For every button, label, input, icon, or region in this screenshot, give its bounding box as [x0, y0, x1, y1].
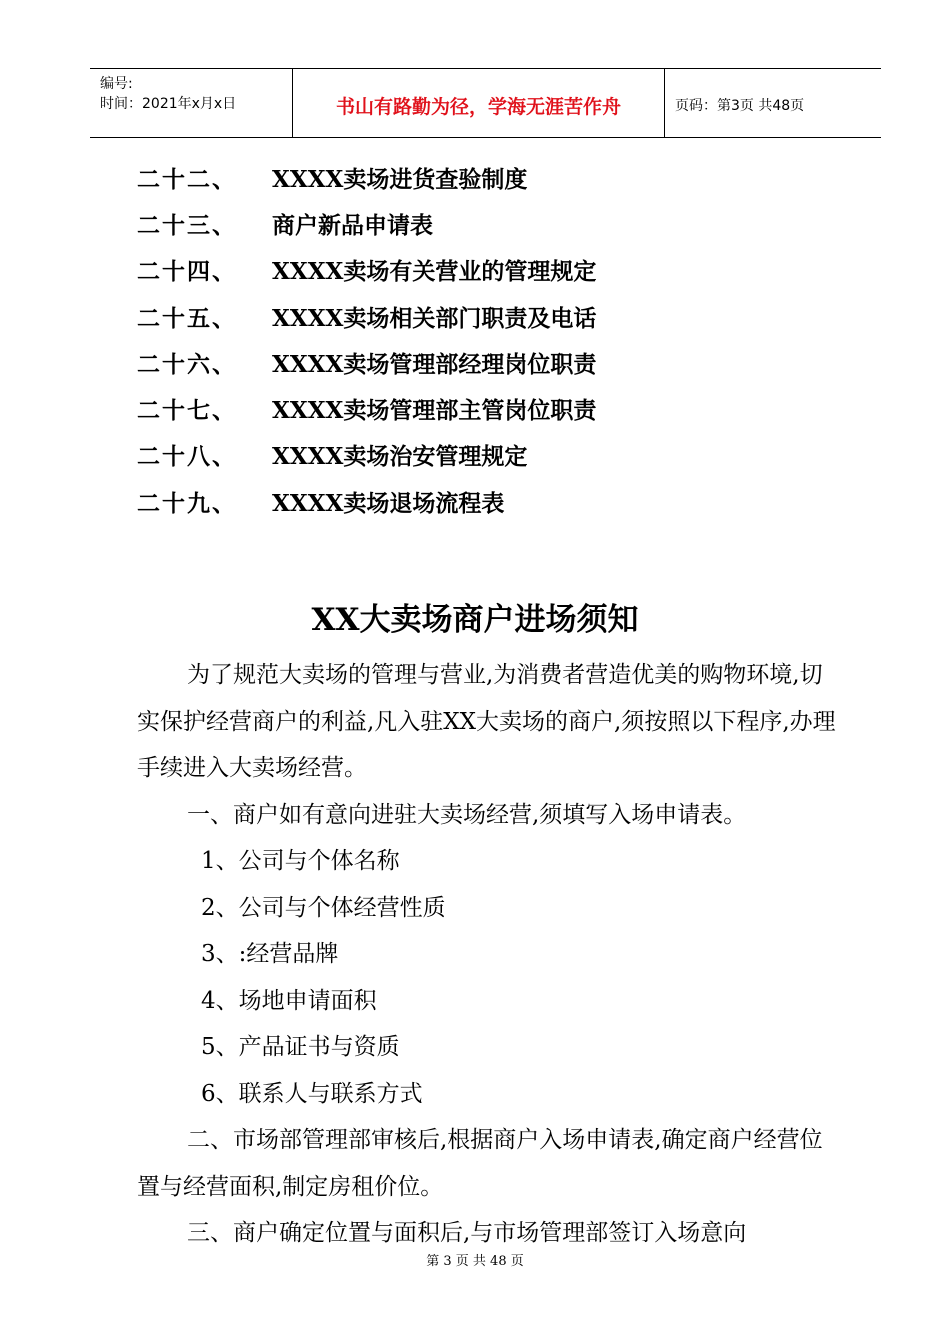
toc-item [137, 154, 596, 200]
section-three: 三、商户确定位置与面积后,与市场管理部签订入场意向 [187, 1220, 747, 1246]
toc-item-title: XXXX卖场管理部经理岗位职责 [272, 350, 597, 378]
toc-item [137, 478, 596, 524]
header-page-cell [665, 69, 881, 137]
page-footer: 第 3 页 共 48 页 [426, 1254, 524, 1269]
toc-item-number: 二十六、 [137, 351, 237, 378]
intro-paragraph: 为了规范大卖场的管理与营业,为消费者营造优美的购物环境,切实保护经营商户的利益,凡入驻XX大卖场的商户,须按照以下程序,办理手续进入大卖场经营。 [137, 662, 836, 781]
toc-item [137, 385, 596, 431]
header-info-cell [90, 69, 293, 137]
section-one: 一、商户如有意向进驻大卖场经营,须填写入场申请表。 [187, 801, 747, 828]
toc-item-number: 二十三、 [137, 212, 237, 239]
number-label: 编号: [100, 76, 133, 92]
motto-text: 书山有路勤为径，学海无涯苦作舟 [335, 96, 621, 118]
page-number-label: 页码：第3页 共48页 [675, 98, 805, 114]
toc-item-number: 二十九、 [137, 490, 237, 517]
time-label: 时间：2021年x月x日 [100, 96, 237, 112]
document-title: XX大卖场商户进场须知 [311, 602, 639, 638]
section-two: 二、市场部管理部审核后,根据商户入场申请表,确定商户经营位置与经营面积,制定房租价位。 [137, 1127, 823, 1200]
list-item: 5、产品证书与资质 [201, 1034, 400, 1060]
toc-item-title: XXXX卖场进货查验制度 [272, 165, 528, 193]
toc-item [137, 293, 596, 339]
toc-item [137, 247, 596, 293]
toc-item-title: 商户新品申请表 [272, 211, 433, 239]
toc-item-title: XXXX卖场治安管理规定 [272, 443, 528, 471]
toc-item [137, 339, 596, 385]
table-of-contents [137, 154, 596, 524]
list-item: 1、公司与个体名称 [201, 848, 400, 874]
toc-item-number: 二十五、 [137, 305, 237, 332]
toc-item-number: 二十四、 [137, 259, 237, 286]
list-item: 6、联系人与联系方式 [201, 1080, 423, 1107]
header-motto-cell [293, 69, 665, 137]
toc-item-number: 二十八、 [137, 444, 237, 471]
list-item: 2、公司与个体经营性质 [201, 894, 446, 921]
toc-item [137, 200, 596, 246]
toc-item-title: XXXX卖场有关营业的管理规定 [272, 258, 597, 286]
toc-item-number: 二十二、 [137, 166, 237, 193]
toc-item-title: XXXX卖场管理部主管岗位职责 [272, 397, 597, 425]
toc-item-number: 二十七、 [137, 398, 237, 425]
document-body [137, 652, 837, 1257]
toc-item-title: XXXX卖场退场流程表 [272, 489, 505, 517]
list-item: 4、场地申请面积 [201, 987, 377, 1014]
list-item: 3、:经营品牌 [201, 941, 339, 967]
toc-item [137, 432, 596, 478]
toc-item-title: XXXX卖场相关部门职责及电话 [272, 304, 597, 332]
page-header [90, 68, 881, 138]
